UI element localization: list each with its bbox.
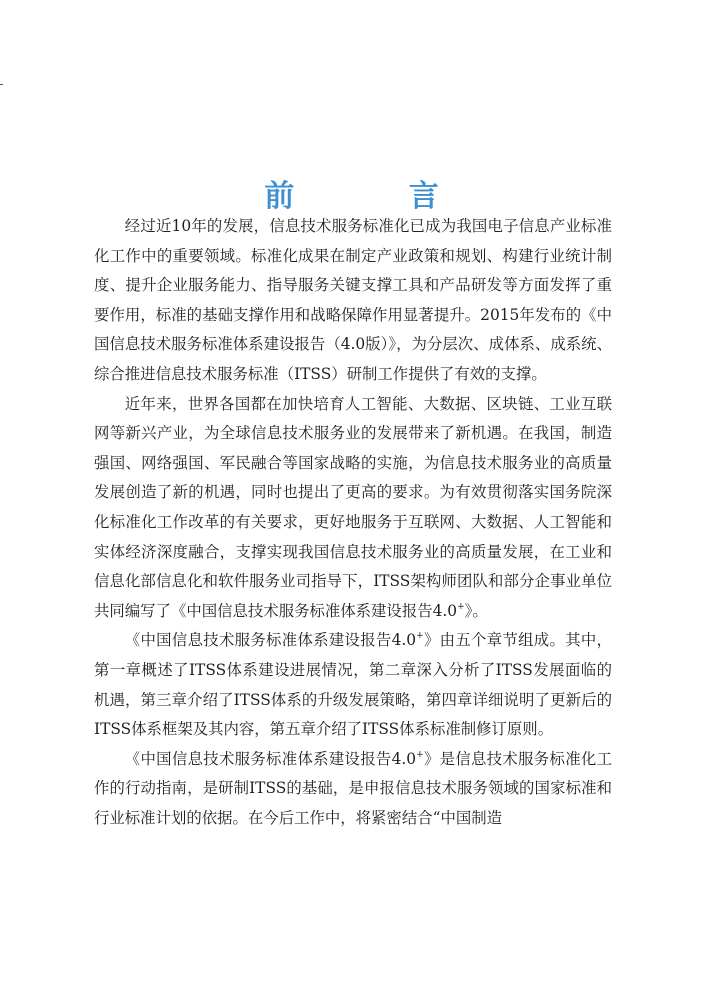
paragraph-text-end: 》。: [464, 601, 488, 620]
paragraph-text-end: 》由五个章节组成。其中，第一章概述了ITSS体系建设进展情况，第二章深入分析了ITSS发展面临的机遇，第三章介绍了ITSS体系的升级发展策略，第四章详细说明了更新后的ITSS体系框架及其内容，第五章介绍了ITSS体系标准制修订原则。: [94, 631, 612, 739]
margin-mark: [0, 84, 3, 85]
paragraph-2: [94, 390, 612, 627]
paragraph-text: 经过近10年的发展，信息技术服务标准化已成为我国电子信息产业标准化工作中的重要领域。标准化成果在制定产业政策和规划、构建行业统计制度、提升企业服务能力、指导服务关键支撑工具和产品研发等方面发挥了重要作用，标准的基础支撑作用和战略保障作用显著提升。2015年发布的《中国信息技术服务标准体系建设报告（4.0版）》，为分层次、成体系、成系统、综合推进信息技术服务标准（ITSS）研制工作提供了有效的支撑。: [94, 217, 612, 383]
paragraph-text: 《中国信息技术服务标准体系建设报告4.0: [124, 749, 417, 768]
page-title: 前 言: [264, 179, 491, 215]
paragraph-text: 《中国信息技术服务标准体系建设报告4.0: [124, 631, 417, 650]
superscript-plus: +: [457, 601, 465, 612]
superscript-plus: +: [416, 749, 424, 760]
superscript-plus: +: [416, 631, 424, 642]
paragraph-text: 近年来，世界各国都在加快培育人工智能、大数据、区块链、工业互联网等新兴产业，为全球信息技术服务业的发展带来了新机遇。在我国，制造强国、网络强国、军民融合等国家战略的实施，为信息技术服务业的高质量发展创造了新的机遇，同时也提出了更高的要求。为有效贯彻落实国务院深化标准化工作改革的有关要求，更好地服务于互联网、大数据、人工智能和实体经济深度融合，支撑实现我国信息技术服务业的高质量发展，在工业和信息化部信息化和软件服务业司指导下，ITSS架构师团队和部分企事业单位共同编写了《中国信息技术服务标准体系建设报告4.0: [94, 394, 612, 620]
paragraph-1: [94, 212, 612, 390]
paragraph-4: [94, 745, 612, 834]
preface-body: [94, 212, 612, 833]
paragraph-text-end: 》是信息技术服务标准化工作的行动指南，是研制ITSS的基础，是申报信息技术服务领域的国家标准和行业标准计划的依据。在今后工作中，将紧密结合“中国制造: [94, 749, 612, 827]
paragraph-3: [94, 626, 612, 744]
